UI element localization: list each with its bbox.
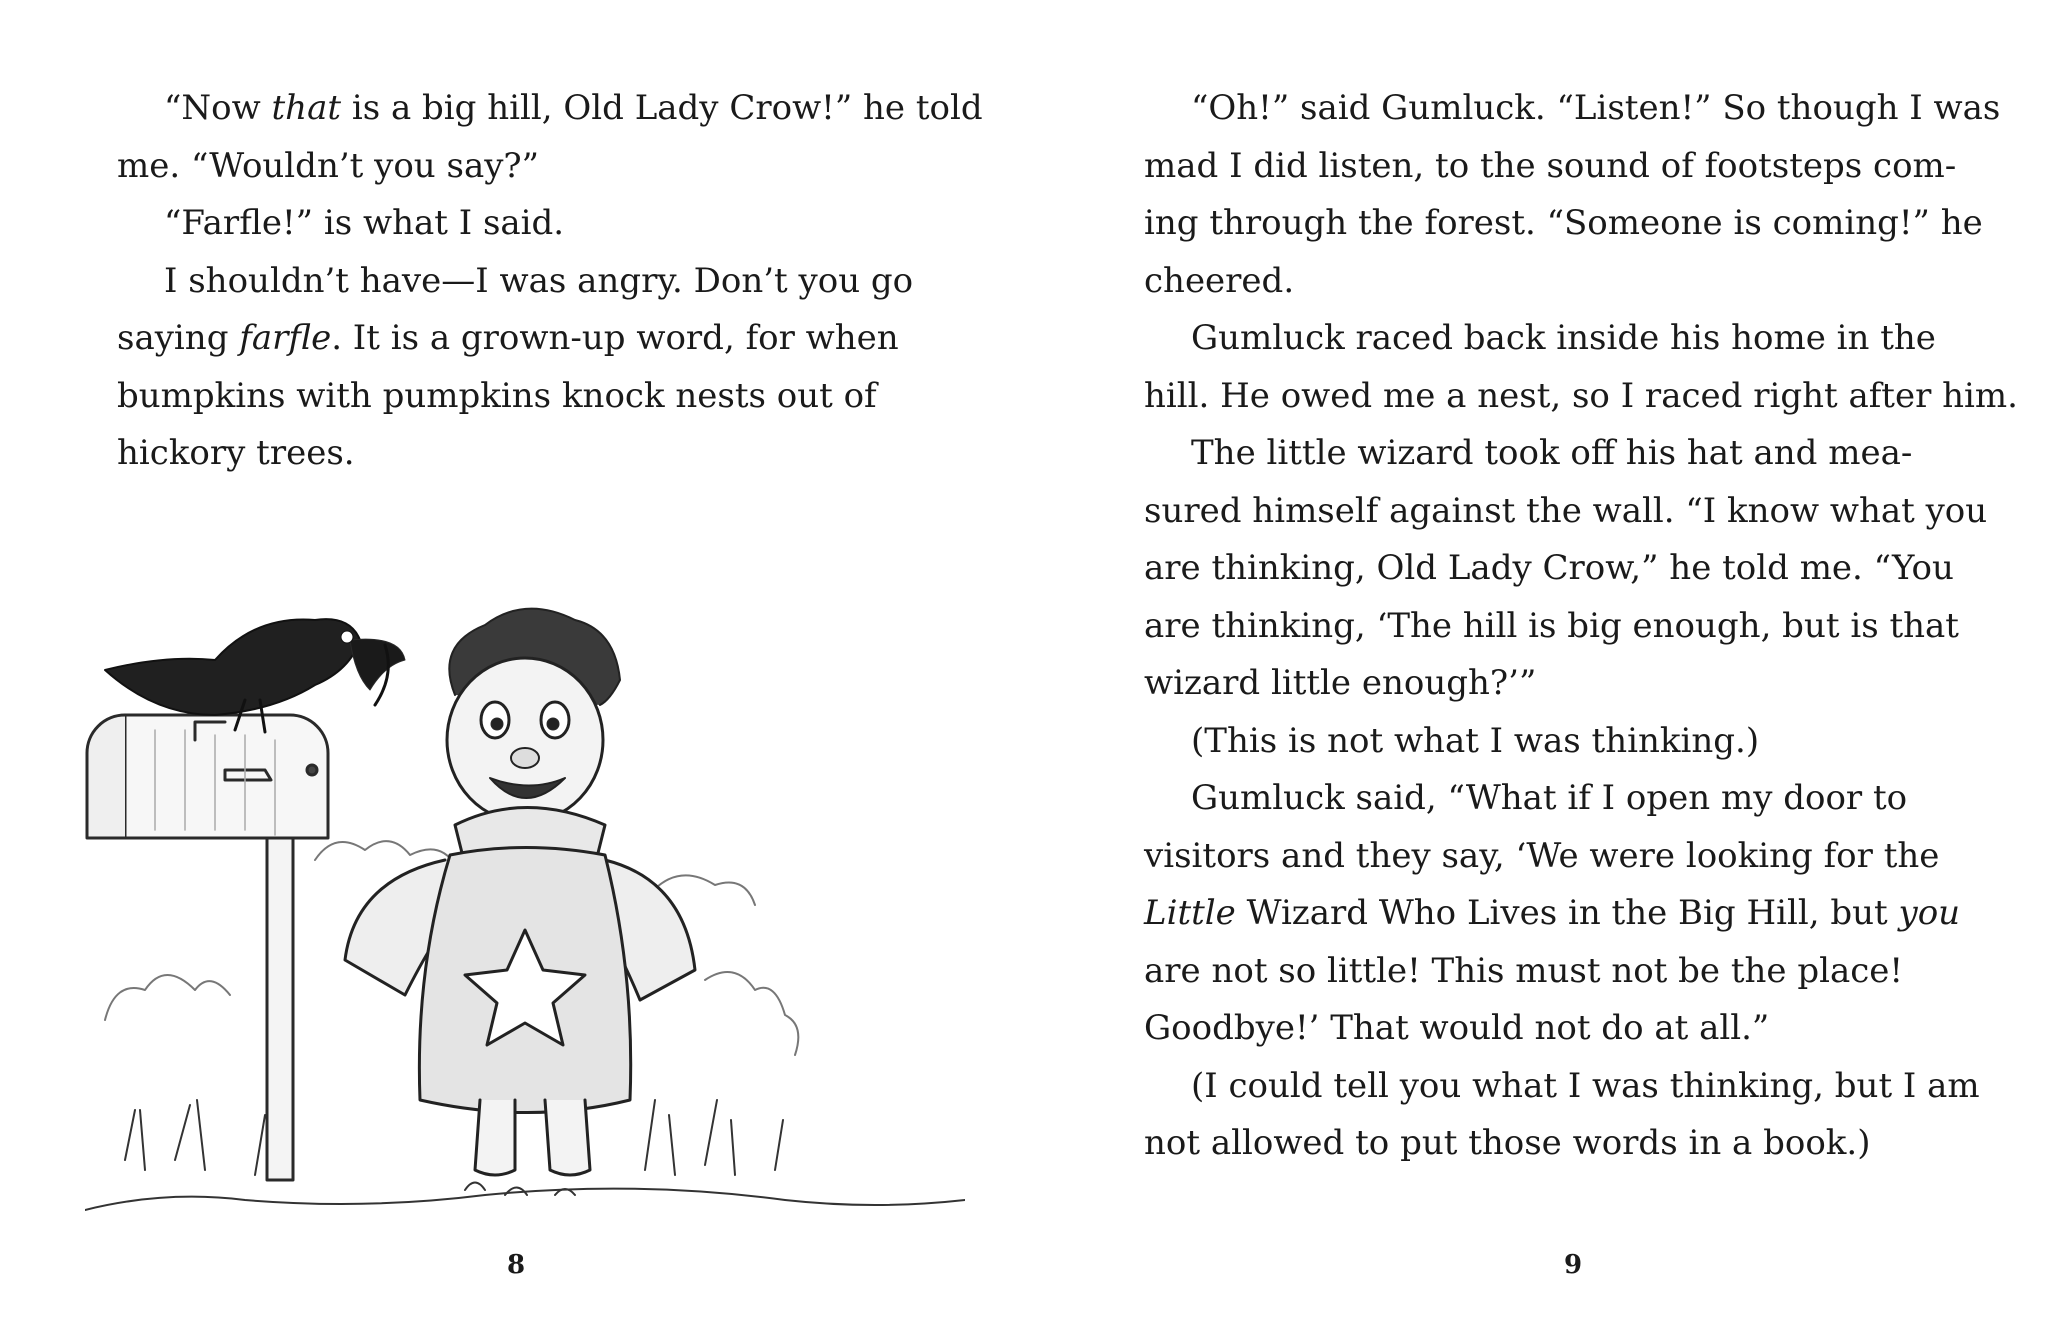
grass-icon	[85, 1100, 965, 1210]
text-line: are thinking, Old Lady Crow,” he told me. “You	[1144, 548, 1954, 588]
right-page-text	[1144, 80, 2018, 1173]
text-line: “Farfle!” is what I said.	[164, 203, 565, 243]
text-line: saying farfle. It is a grown-up word, for when	[117, 318, 899, 358]
text-line: sured himself against the wall. “I know what you	[1144, 490, 1988, 531]
text-line: ing through the forest. “Someone is coming!” he	[1144, 203, 1983, 243]
page-number: 8	[506, 1250, 526, 1280]
text-line: visitors and they say, ‘We were looking for the	[1144, 835, 1940, 876]
text-line: are thinking, ‘The hill is big enough, but is that	[1144, 605, 1959, 646]
text-line: not allowed to put those words in a book.)	[1144, 1123, 1871, 1163]
text-line: are not so little! This must not be the place!	[1144, 950, 1904, 991]
text-line: wizard little enough?’”	[1144, 663, 1537, 703]
text-line: mad I did listen, to the sound of footsteps com-	[1144, 145, 1957, 186]
text-line: Gumluck said, “What if I open my door to	[1191, 778, 1908, 818]
text-line: Little Wizard Who Lives in the Big Hill, but you	[1144, 893, 1961, 933]
text-line: I shouldn’t have—I was angry. Don’t you go	[164, 260, 914, 301]
page-number: 9	[1563, 1250, 1583, 1280]
wizard-icon	[345, 609, 695, 1175]
text-line: (This is not what I was thinking.)	[1191, 720, 1760, 761]
text-line: cheered.	[1144, 260, 1295, 301]
text-line: me. “Wouldn’t you say?”	[117, 145, 540, 186]
text-line: bumpkins with pumpkins knock nests out of	[117, 375, 877, 416]
text-line: hill. He owed me a nest, so I raced right after him.	[1144, 375, 2018, 416]
text-line: “Now that is a big hill, Old Lady Crow!” he told	[164, 88, 983, 128]
right-page	[1024, 0, 2048, 1325]
text-line: Goodbye!’ That would not do at all.”	[1144, 1008, 1770, 1048]
illustration-crow-and-wizard	[85, 600, 965, 1220]
text-line: The little wizard took off his hat and mea-	[1191, 433, 1913, 473]
text-line: hickory trees.	[117, 433, 355, 473]
text-line: “Oh!” said Gumluck. “Listen!” So though I was	[1191, 88, 2001, 128]
text-line: Gumluck raced back inside his home in the	[1191, 318, 1936, 358]
left-page-text	[117, 80, 983, 483]
text-line: (I could tell you what I was thinking, but I am	[1191, 1065, 1980, 1106]
mailbox-icon	[87, 715, 328, 1180]
